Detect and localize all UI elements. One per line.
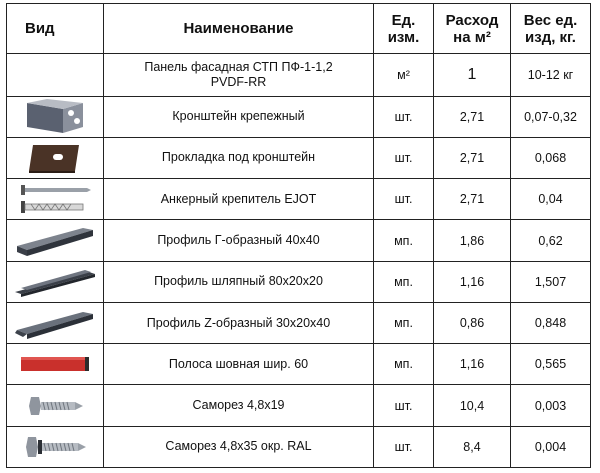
row-weight: 1,507 bbox=[511, 261, 591, 302]
row-unit: шт. bbox=[374, 426, 434, 467]
rate-header-line2: на м² bbox=[453, 28, 491, 46]
z-profile-icon bbox=[13, 306, 97, 340]
row-unit: шт. bbox=[374, 137, 434, 178]
row-name: Саморез 4,8х19 bbox=[104, 385, 374, 426]
column-header-view: Вид bbox=[7, 4, 104, 54]
table-row bbox=[7, 344, 591, 385]
mounting-bracket-icon bbox=[23, 99, 87, 135]
row-weight: 0,62 bbox=[511, 220, 591, 261]
row-unit: шт. bbox=[374, 385, 434, 426]
row-rate: 8,4 bbox=[434, 426, 511, 467]
unit-header-line2: изм. bbox=[387, 28, 420, 46]
row-name: Полоса шовная шир. 60 bbox=[104, 344, 374, 385]
row-weight: 0,068 bbox=[511, 137, 591, 178]
column-header-weight bbox=[511, 4, 591, 54]
unit-header-line1: Ед. bbox=[391, 11, 416, 29]
row-name-line1: Панель фасадная СТП ПФ-1-1,2 bbox=[144, 59, 333, 74]
row-name bbox=[104, 54, 374, 96]
row-unit: мп. bbox=[374, 220, 434, 261]
table-row bbox=[7, 179, 591, 220]
row-unit: мп. bbox=[374, 302, 434, 343]
row-name: Профиль Z-образный 30х20х40 bbox=[104, 302, 374, 343]
row-name: Профиль шляпный 80х20х20 bbox=[104, 261, 374, 302]
row-weight: 0,848 bbox=[511, 302, 591, 343]
row-rate: 2,71 bbox=[434, 179, 511, 220]
row-rate: 10,4 bbox=[434, 385, 511, 426]
row-rate: 0,86 bbox=[434, 302, 511, 343]
row-rate: 2,71 bbox=[434, 137, 511, 178]
weight-header-line2: изд, кг. bbox=[525, 28, 576, 46]
anchor-fastener-icon bbox=[17, 181, 93, 217]
row-weight: 0,004 bbox=[511, 426, 591, 467]
hat-profile-icon bbox=[13, 266, 97, 298]
row-name: Кронштейн крепежный bbox=[104, 96, 374, 137]
table-row bbox=[7, 426, 591, 467]
table-header-row bbox=[7, 4, 591, 54]
row-name: Анкерный крепитель EJOT bbox=[104, 179, 374, 220]
row-rate: 1,86 bbox=[434, 220, 511, 261]
bracket-gasket-icon bbox=[23, 141, 87, 175]
row-weight: 10-12 кг bbox=[511, 54, 591, 96]
row-name: Прокладка под кронштейн bbox=[104, 137, 374, 178]
row-rate: 2,71 bbox=[434, 96, 511, 137]
painted-screw-icon bbox=[22, 432, 88, 462]
table-row bbox=[7, 96, 591, 137]
table-row bbox=[7, 54, 591, 96]
row-name-line2: PVDF-RR bbox=[210, 74, 267, 89]
row-unit: мп. bbox=[374, 261, 434, 302]
row-weight: 0,003 bbox=[511, 385, 591, 426]
row-name: Профиль Г-образный 40х40 bbox=[104, 220, 374, 261]
self-tapping-screw-icon bbox=[25, 391, 85, 421]
l-profile-icon bbox=[13, 224, 97, 258]
materials-table bbox=[6, 3, 591, 468]
row-weight: 0,565 bbox=[511, 344, 591, 385]
table-row bbox=[7, 220, 591, 261]
table-row bbox=[7, 302, 591, 343]
row-weight: 0,07-0,32 bbox=[511, 96, 591, 137]
row-rate: 1 bbox=[434, 54, 511, 96]
table-row bbox=[7, 261, 591, 302]
seam-strip-icon bbox=[19, 352, 91, 376]
weight-header-line1: Вес ед. bbox=[523, 11, 578, 29]
rate-header-line1: Расход bbox=[445, 11, 499, 29]
column-header-rate bbox=[434, 4, 511, 54]
row-weight: 0,04 bbox=[511, 179, 591, 220]
column-header-name: Наименование bbox=[104, 4, 374, 54]
row-unit: шт. bbox=[374, 96, 434, 137]
row-unit: шт. bbox=[374, 179, 434, 220]
row-unit: м² bbox=[374, 54, 434, 96]
row-rate: 1,16 bbox=[434, 344, 511, 385]
row-rate: 1,16 bbox=[434, 261, 511, 302]
row-image-cell-empty bbox=[7, 54, 104, 96]
row-name: Саморез 4,8х35 окр. RAL bbox=[104, 426, 374, 467]
column-header-unit bbox=[374, 4, 434, 54]
table-row bbox=[7, 137, 591, 178]
table-row bbox=[7, 385, 591, 426]
row-unit: мп. bbox=[374, 344, 434, 385]
